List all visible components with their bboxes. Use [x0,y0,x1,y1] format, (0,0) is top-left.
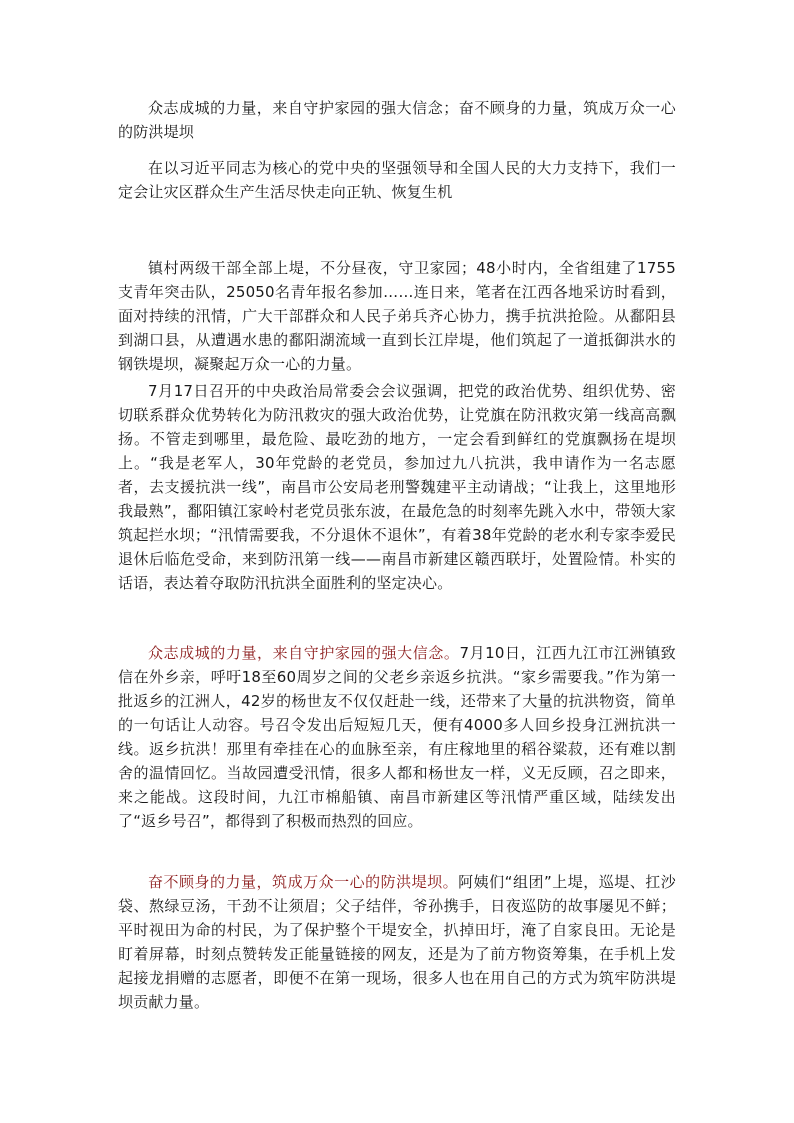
paragraph-3-body: 7月10日，江西九江市江洲镇致信在外乡亲，呼吁18至60周岁之间的父老乡亲返乡抗洪。“家乡需要我。”作为第一批返乡的江洲人，42岁的杨世友不仅仅赶赴一线，还带来了大量的抗洪物资，简单的一句话让人动容。号召令发出后短短几天，便有4000多人回乡投身江洲抗洪一线。返乡抗洪！那里有牵挂在心的血脉至亲，有庄稼地里的稻谷粱菽，还有难以割舍的温情回忆。当故园遭受汛情，很多人都和杨世友一样，义无反顾，召之即来，来之能战。这段时间，九江市棉船镇、南昌市新建区等汛情严重区域，陆续发出了“返乡号召”，都得到了积极而热烈的回应。 [118,644,676,830]
article-paragraph-2: 7月17日召开的中央政治局常委会会议强调，把党的政治优势、组织优势、密切联系群众优势转化为防汛救灾的强大政治优势，让党旗在防汛救灾第一线高高飘扬。不管走到哪里，最危险、最吃劲的地方，一定会看到鲜红的党旗飘扬在堤坝上。“我是老军人，30年党龄的老党员，参加过九八抗洪，我申请作为一名志愿者，去支援抗洪一线”，南昌市公安局老刑警魏建平主动请战；“让我上，这里地形我最熟”，鄱阳镇江家岭村老党员张东波，在最危急的时刻率先跳入水中，带领大家筑起拦水坝；“汛情需要我，不分退休不退休”，有着38年党龄的老水利专家李爱民退休后临危受命，来到防汛第一线——南昌市新建区赣西联圩，处置险情。朴实的话语，表达着夺取防汛抗洪全面胜利的坚定决心。 [118,382,676,592]
article-paragraph-4 [118,870,676,1014]
summary-line-1: 众志成城的力量，来自守护家园的强大信念；奋不顾身的力量，筑成万众一心的防洪堤坝 [118,99,676,141]
article-paragraph-1: 镇村两级干部全部上堤，不分昼夜，守卫家园；48小时内，全省组建了1755支青年突击队，25050名青年报名参加……连日来，笔者在江西各地采访时看到，面对持续的汛情，广大干部群众和人民子弟兵齐心协力，携手抗洪抢险。从鄱阳县到湖口县，从遭遇水患的鄱阳湖流域一直到长江岸堤，他们筑起了一道抵御洪水的钢铁堤坝，凝聚起万众一心的力量。 [118,259,676,373]
article-paragraph-3 [118,641,676,833]
summary-line-2: 在以习近平同志为核心的党中央的坚强领导和全国人民的大力支持下，我们一定会让灾区群众生产生活尽快走向正轨、恢复生机 [118,159,676,201]
paragraph-3-lead: 众志成城的力量，来自守护家园的强大信念。 [148,644,460,662]
paragraph-4-lead: 奋不顾身的力量，筑成万众一心的防洪堤坝。 [148,873,459,891]
paragraph-4-body: 阿姨们“组团”上堤，巡堤、扛沙袋、熬绿豆汤，干劲不让须眉；父子结伴，爷孙携手，日夜巡防的故事屡见不鲜；平时视田为命的村民，为了保护整个干堤安全，扒掉田圩，淹了自家良田。无论是盯着屏幕，时刻点赞转发正能量链接的网友，还是为了前方物资筹集，在手机上发起接龙捐赠的志愿者，即便不在第一现场，很多人也在用自己的方式为筑牢防洪堤坝贡献力量。 [118,873,676,1011]
